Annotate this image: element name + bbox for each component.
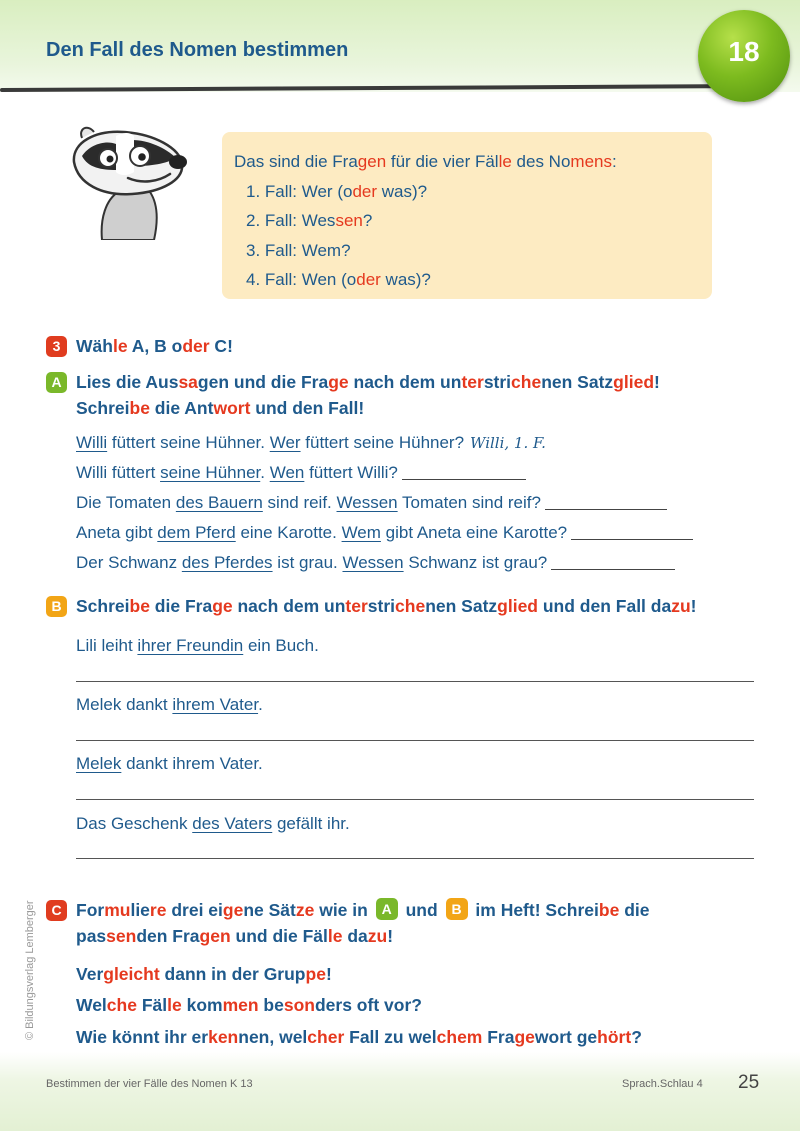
exercise-a-line-1: Willi füttert seine Hühner. Wer füttert seine Hühner? Willi, 1. F. bbox=[76, 433, 546, 452]
task-c-heading: C Formuliere drei eigene Sätze wie in A und B im Heft! Schreibe die passenden Fragen und die Fälle dazu! bbox=[46, 897, 650, 949]
footer-worksheet-label: Bestimmen der vier Fälle des Nomen K 13 bbox=[46, 1078, 253, 1090]
answer-line-b1[interactable] bbox=[76, 681, 754, 682]
task-a-marker: A bbox=[46, 372, 67, 393]
answer-blank-5[interactable] bbox=[551, 553, 675, 570]
info-question-3: 3. Fall: Wem? bbox=[246, 240, 351, 260]
footer-band bbox=[0, 1052, 800, 1131]
answer-blank-3[interactable] bbox=[545, 493, 667, 510]
copyright-notice: © Bildungsverlag Lemberger bbox=[24, 900, 36, 1040]
task-b-heading: B Schreibe die Frage nach dem unterstrichenen Satzglied und den Fall dazu! bbox=[46, 593, 696, 619]
unit-number-badge: 18 bbox=[698, 10, 790, 102]
question-info-box bbox=[222, 132, 712, 299]
example-answer: Willi, 1. F. bbox=[470, 434, 546, 452]
exercise-a-line-5: Der Schwanz des Pferdes ist grau. Wessen Schwanz ist grau? bbox=[76, 553, 675, 573]
page-number: 25 bbox=[738, 1072, 760, 1093]
answer-line-b4[interactable] bbox=[76, 858, 754, 859]
info-question-1: 1. Fall: Wer (oder was)? bbox=[246, 181, 428, 201]
task-3-marker: 3 bbox=[46, 336, 67, 357]
inline-marker-a: A bbox=[376, 898, 398, 920]
exercise-b-sentence-3: Melek dankt ihrem Vater. bbox=[76, 754, 263, 773]
task-c-question-2: Welche Fälle kommen besonders oft vor? bbox=[76, 995, 422, 1015]
inline-marker-b: B bbox=[446, 898, 468, 920]
answer-line-b2[interactable] bbox=[76, 740, 754, 741]
task-c-question-3: Wie könnt ihr erkennen, welcher Fall zu welchem Fragewort gehört? bbox=[76, 1027, 642, 1047]
task-c-marker: C bbox=[46, 900, 67, 921]
exercise-b-sentence-2: Melek dankt ihrem Vater. bbox=[76, 695, 263, 714]
info-question-2: 2. Fall: Wessen? bbox=[246, 211, 373, 230]
task-b-marker: B bbox=[46, 596, 67, 617]
info-intro: Das sind die Fragen für die vier Fälle des Nomens: bbox=[234, 152, 617, 171]
answer-line-b3[interactable] bbox=[76, 799, 754, 800]
answer-blank-4[interactable] bbox=[571, 523, 693, 540]
footer-series-label: Sprach.Schlau 4 bbox=[622, 1078, 703, 1090]
info-question-4: 4. Fall: Wen (oder was)? bbox=[246, 270, 431, 289]
exercise-b-sentence-1: Lili leiht ihrer Freundin ein Buch. bbox=[76, 636, 319, 655]
page-title: Den Fall des Nomen bestimmen bbox=[46, 39, 349, 61]
exercise-a-line-3: Die Tomaten des Bauern sind reif. Wessen Tomaten sind reif? bbox=[76, 493, 667, 513]
exercise-b-sentence-4: Das Geschenk des Vaters gefällt ihr. bbox=[76, 814, 350, 833]
task-c-question-1: Vergleicht dann in der Gruppe! bbox=[76, 964, 332, 984]
exercise-a-line-4: Aneta gibt dem Pferd eine Karotte. Wem gibt Aneta eine Karotte? bbox=[76, 523, 693, 543]
badger-mascot-icon bbox=[62, 122, 192, 240]
exercise-a-line-2: Willi füttert seine Hühner. Wen füttert Willi? bbox=[76, 463, 526, 483]
task-a-heading: A Lies die Aussagen und die Frage nach dem unterstrichenen Satzglied! Schreibe die Antwort und den Fall! bbox=[46, 369, 660, 421]
answer-blank-2[interactable] bbox=[402, 463, 526, 480]
task-3-heading: 3 Wähle A, B oder C! bbox=[46, 333, 233, 359]
